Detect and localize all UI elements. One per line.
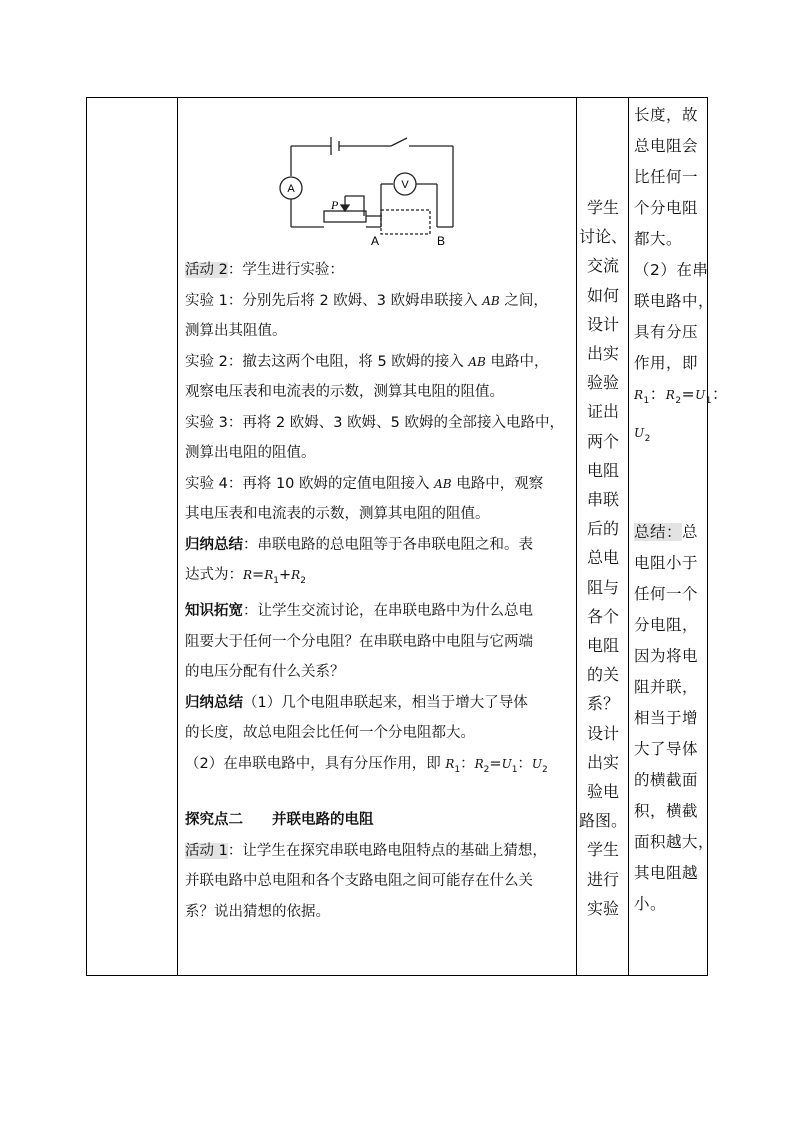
empty-column-cell (87, 98, 177, 975)
extension-label: 知识拓宽 (185, 603, 243, 620)
summary2-ratio-line: （2）在串联电路中，具有分压作用，即 $R_1$：$R_2=U_1$：$U_2$ (185, 755, 548, 775)
main-text-block (185, 255, 575, 927)
spacer (634, 455, 707, 517)
extension-line2: 阻要大于任何一个分电阻？在串联电路中电阻与它两端 (185, 633, 533, 650)
activity1-line3: 系？说出猜想的依据。 (185, 903, 330, 920)
student-activity-line: 总电 (586, 548, 619, 568)
exp1-line2: 测算出其阻值。 (185, 323, 287, 339)
student-activity-line: 系？ (586, 694, 619, 714)
summary1-label: 归纳总结 (185, 536, 243, 553)
summary2-line: 归纳总结（1）几个电阻串联起来，相当于增大了导体 (185, 694, 528, 711)
column-divider (576, 98, 577, 975)
student-activity-line: 串联 (586, 490, 619, 510)
column-divider (628, 98, 629, 975)
activity2-label: 活动 2 (185, 262, 228, 278)
exp3-line2: 测算出电阻的阻值。 (185, 445, 316, 461)
student-activity-line: 学生 (586, 840, 619, 860)
student-activity-line: 两个 (586, 431, 619, 451)
right-summary-line: 总结：总 (634, 523, 699, 542)
right-ratio-line: $R_1$：$R_2=U_1$： (634, 385, 728, 407)
activity2-line: 活动 2：学生进行实验： (185, 262, 344, 278)
voltmeter-label: V (401, 179, 409, 191)
exp4-line2: 其电压表和电流表的示数，测算其电阻的阻值。 (185, 506, 490, 522)
exp4-line: 实验 4：再将 10 欧姆的定值电阻接入 AB 电路中，观察 (185, 475, 544, 492)
student-activity-line: 如何 (586, 285, 619, 305)
circuit-diagram (279, 132, 469, 252)
exp2-line: 实验 2：撤去这两个电阻，将 5 欧姆的接入 AB 电路中， (185, 353, 549, 370)
design-intent-cell (630, 98, 728, 975)
student-activity-line: 学生 (586, 198, 619, 217)
spacer (185, 785, 575, 805)
main-content-cell (179, 98, 575, 975)
activity1-line: 活动 1：让学生在探究串联电路电阻特点的基础上猜想， (185, 842, 547, 859)
student-activity-text (578, 193, 628, 923)
extension-line3: 的电压分配有什么关系？ (185, 664, 345, 681)
terminal-b-label: B (436, 234, 446, 248)
student-activity-line: 交流 (586, 256, 619, 276)
student-activity-line: 阻与 (586, 577, 619, 597)
ammeter-label: A (287, 183, 295, 195)
design-intent-text: 长度，故 总电阻会 比任何一 个分电阻 都大。 （2）在串 联电路中， 具有分压 作用，即 $R_1$：$R_2=U_1$： $U_2$ 总结：总 电阻小于 任何一个 分电阻， 因为将电 阻并联， 相当于增 大了导体 的横截面 积，横截 面积越大， 其电阻越 小。 (634, 106, 728, 914)
activity1-line2: 并联电路中总电阻和各个支路电阻之间可能存在什么关 (185, 873, 533, 890)
summary1-line: 归纳总结：串联电路的总电阻等于各串联电阻之和。表 (185, 536, 533, 553)
student-activity-line: 电阻 (586, 460, 619, 480)
summary1-formula-line: 达式为：$R=R_1+R_2$ (185, 567, 306, 586)
extension-line: 知识拓宽：让学生交流讨论，在串联电路中为什么总电 (185, 603, 533, 620)
student-activity-line: 的关 (586, 665, 619, 685)
exp3-line: 实验 3：再将 2 欧姆、3 欧姆、5 欧姆的全部接入电路中， (185, 414, 564, 431)
terminal-a-label: A (370, 234, 380, 248)
student-activity-line: 实验 (586, 898, 619, 918)
summary2-label: 归纳总结 (185, 694, 243, 711)
student-activity-line: 电阻 (586, 636, 619, 656)
student-activity-line: 出实 (586, 752, 619, 772)
student-activity-line: 证出 (586, 402, 619, 422)
student-activity-line: 讨论、 (578, 227, 627, 247)
activity1-label: 活动 1 (185, 842, 228, 859)
slider-label: P (331, 198, 339, 212)
student-activity-cell (578, 98, 628, 975)
student-activity-line: 进行 (586, 869, 619, 889)
column-divider (177, 98, 178, 975)
student-activity-line: 验验 (586, 373, 619, 393)
student-activity-line: 设计 (586, 723, 619, 743)
right-summary-label: 总结： (634, 523, 683, 542)
student-activity-line: 验电 (586, 782, 619, 802)
student-activity-line: 设计 (586, 314, 619, 334)
student-activity-line: 各个 (586, 606, 619, 626)
exp2-line2: 观察电压表和电流表的示数，测算其电阻的阻值。 (185, 384, 504, 400)
lesson-table (86, 97, 728, 976)
student-activity-line: 后的 (586, 519, 619, 539)
summary2-line2: 的长度，故总电阻会比任何一个分电阻都大。 (185, 725, 475, 742)
student-activity-line: 路图。 (578, 811, 627, 831)
section-title: 探究点二 并联电路的电阻 (185, 812, 374, 829)
student-activity-line: 出实 (586, 344, 619, 364)
exp1-line: 实验 1：分别先后将 2 欧姆、3 欧姆串联接入 AB 之间， (185, 292, 548, 309)
